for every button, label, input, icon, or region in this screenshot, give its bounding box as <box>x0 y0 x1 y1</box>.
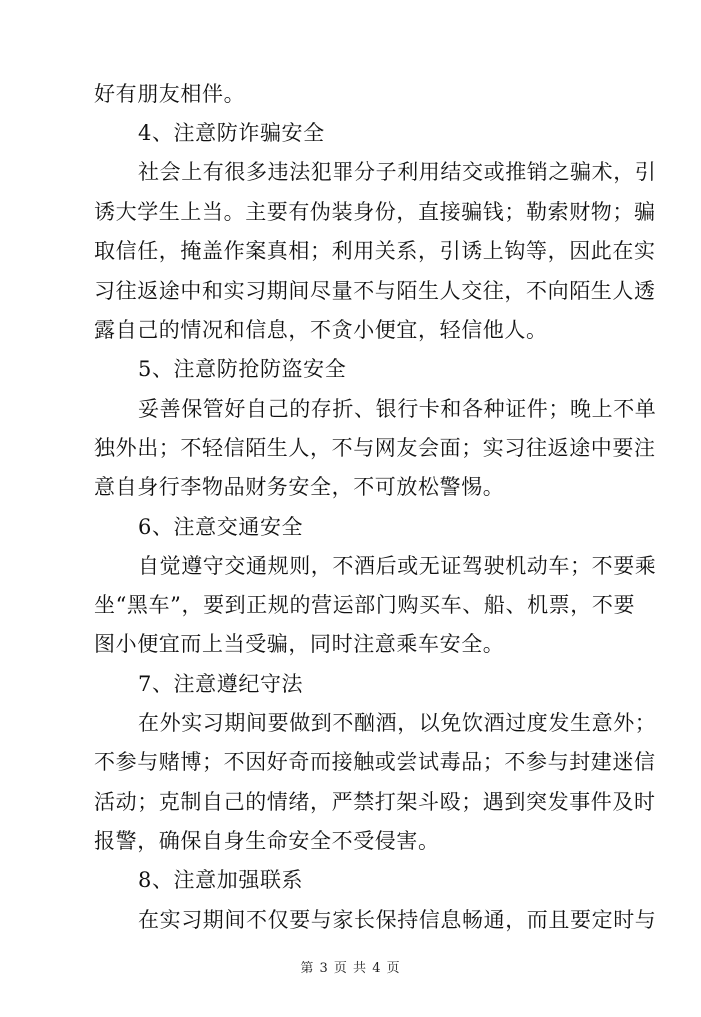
paragraph-first-line: 在实习期间不仅要与家长保持信息畅通，而且要定时与 <box>138 908 657 932</box>
text-line: 不参与赌博；不因好奇而接触或尝试毒品；不参与封建迷信 <box>94 750 656 774</box>
paragraph-first-line: 自觉遵守交通规则，不酒后或无证驾驶机动车；不要乘 <box>138 554 657 578</box>
paragraph-first-line: 社会上有很多违法犯罪分子利用结交或推销之骗术，引 <box>138 160 657 184</box>
text-line: 坐“黑车”，要到正规的营运部门购买车、船、机票，不要 <box>94 593 636 617</box>
paragraph-first-line: 在外实习期间要做到不酗酒，以免饮酒过度发生意外； <box>138 711 657 735</box>
page-number-footer: 第 3 页 共 4 页 <box>300 961 401 976</box>
section-heading: 8、注意加强联系 <box>138 868 304 892</box>
paragraph-first-line: 妥善保管好自己的存折、银行卡和各种证件；晚上不单 <box>138 397 657 421</box>
section-heading: 4、注意防诈骗安全 <box>138 121 325 145</box>
text-line: 习往返途中和实习期间尽量不与陌生人交往，不向陌生人透 <box>94 279 656 303</box>
text-line: 露自己的情况和信息，不贪小便宜，轻信他人。 <box>94 318 548 342</box>
text-line: 图小便宜而上当受骗，同时注意乘车安全。 <box>94 632 505 656</box>
text-line: 意自身行李物品财务安全，不可放松警惕。 <box>94 475 505 499</box>
text-line: 取信任，掩盖作案真相；利用关系，引诱上钩等，因此在实 <box>94 239 656 263</box>
section-heading: 7、注意遵纪守法 <box>138 672 304 696</box>
section-heading: 5、注意防抢防盗安全 <box>138 357 347 381</box>
section-heading: 6、注意交通安全 <box>138 515 304 539</box>
text-line: 报警，确保自身生命安全不受侵害。 <box>94 829 440 853</box>
text-line: 诱大学生上当。主要有伪装身份，直接骗钱；勒索财物；骗 <box>94 200 656 224</box>
text-line: 好有朋友相伴。 <box>94 82 246 106</box>
text-line: 独外出；不轻信陌生人，不与网友会面；实习往返途中要注 <box>94 436 656 460</box>
text-line: 活动；克制自己的情绪，严禁打架斗殴；遇到突发事件及时 <box>94 790 656 814</box>
